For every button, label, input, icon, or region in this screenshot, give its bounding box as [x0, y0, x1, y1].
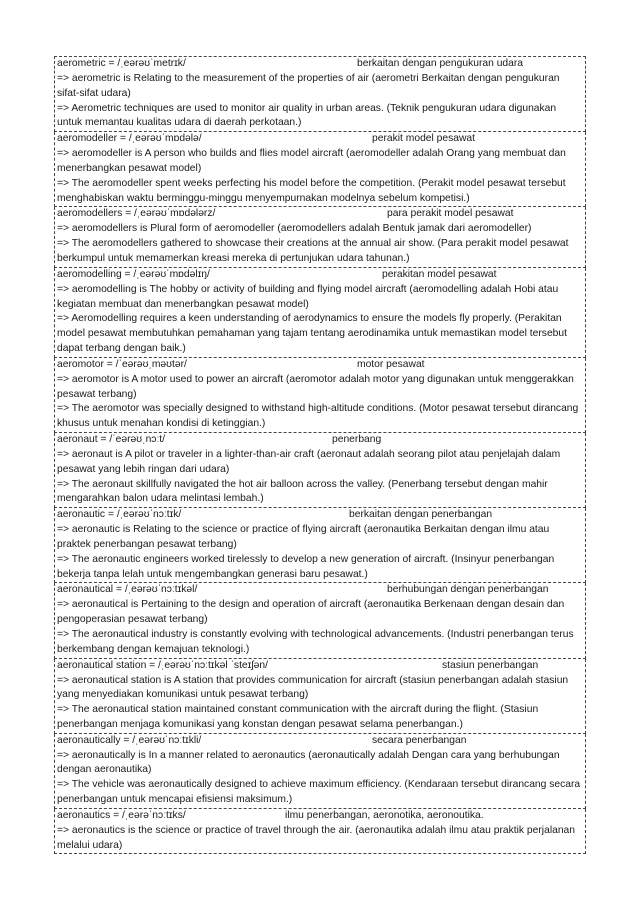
entry-translation: ilmu penerbangan, aeronotika, aeronoutika.: [285, 809, 484, 821]
entry-definition: => aeromotor is A motor used to power an aircraft (aeromotor adalah motor yang digunakan untuk menggerakkan pesawat terbang): [57, 373, 574, 400]
glossary-entry: [54, 268, 586, 358]
entry-example: => The aeronautic engineers worked tirelessly to develop a new generation of aircraft. (Insinyur penerbangan bekerja tanpa lelah untuk mengembangkan generasi baru pesawat.): [57, 553, 555, 580]
entry-term: aeronautics = /ˌeərəˈnɔːtɪks/: [57, 809, 186, 821]
entry-translation: perakit model pesawat: [372, 133, 476, 145]
entry-translation: penerbang: [332, 433, 382, 445]
entry-translation: berkaitan dengan pengukuran udara: [357, 58, 524, 69]
glossary-entry: [54, 358, 586, 433]
entry-definition: => aeromodelling is The hobby or activity of building and flying model aircraft (aeromodelling adalah Hobi atau kegiatan membuat dan menerbangkan pesawat model): [57, 283, 559, 310]
glossary-entry: [54, 809, 586, 855]
entry-header: [57, 358, 583, 373]
entry-term: aeronaut = /ˈeərəʊˌnɔːt/: [57, 433, 166, 445]
entry-example: => The aeronautical station maintained constant communication with the aircraft during the flight. (Stasiun penerbangan menjaga komunikasi yang konstan dengan pesawat selama penerbangan.): [57, 704, 539, 730]
entry-term: aeromodelling = /ˌeərəʊˈmɒdəlɪŋ/: [57, 268, 210, 280]
glossary-entry: [54, 583, 586, 658]
glossary-entry: [54, 207, 586, 267]
entry-header: [57, 132, 583, 147]
entry-translation: para perakit model pesawat: [387, 208, 514, 220]
glossary-entry: [54, 734, 586, 809]
entry-header: [57, 268, 583, 283]
entry-example: => Aeromodelling requires a keen understanding of aerodynamics to ensure the models fly properly. (Perakitan model pesawat membutuhkan pemahaman yang tajam tentang aerodinamika untuk memastikan model tersebut dapat terbang dengan baik.): [57, 313, 567, 354]
glossary-entry: [54, 508, 586, 583]
entry-header: [57, 583, 583, 598]
entry-header: [57, 433, 583, 448]
glossary-document: [54, 56, 586, 854]
entry-term: aeronautical = /ˌeərəʊˈnɔːtɪkəl/: [57, 584, 198, 596]
entry-term: aeronautically = /ˌeərəʊˈnɔːtɪkli/: [57, 734, 202, 746]
entry-header: [57, 809, 583, 824]
entry-term: aeromotor = /ˈeərəʊˌməʊtər/: [57, 358, 187, 370]
entry-example: => The vehicle was aeronautically designed to achieve maximum efficiency. (Kendaraan tersebut dirancang secara penerbangan untuk mencapai efisiensi maksimum.): [57, 779, 581, 806]
entry-definition: => aeromodeller is A person who builds and flies model aircraft (aeromodeller adalah Orang yang membuat dan menerbangkan pesawat model): [57, 148, 566, 174]
entry-example: => Aerometric techniques are used to monitor air quality in urban areas. (Teknik pengukuran udara digunakan untuk memantau kualitas udara di daerah perkotaan.): [57, 102, 557, 129]
entry-translation: stasiun penerbangan: [442, 659, 539, 671]
entry-definition: => aeronautics is the science or practice of travel through the air. (aeronautika adalah ilmu atau praktik perjalanan melalui udara): [57, 824, 576, 851]
entry-example: => The aeronautical industry is constantly evolving with technological advancements. (Industri penerbangan terus berkembang dengan kemajuan teknologi.): [57, 628, 574, 655]
entry-term: aeronautic = /ˌeərəʊˈnɔːtɪk/: [57, 509, 182, 521]
entry-translation: berhubungan dengan penerbangan: [387, 584, 549, 596]
entry-translation: berkaitan dengan penerbangan: [349, 509, 493, 521]
entry-term: aerometric = /ˌeərəʊˈmetrɪk/: [57, 58, 186, 69]
entry-example: => The aeromotor was specially designed to withstand high-altitude conditions. (Motor pesawat tersebut dirancang khusus untuk menahan kondisi di ketinggian.): [57, 403, 579, 430]
entry-example: => The aeromodellers gathered to showcase their creations at the annual air show. (Para perakit model pesawat berkumpul untuk memamerkan kreasi mereka di pertunjukan udara tahunan.): [57, 238, 569, 264]
entry-header: [57, 659, 583, 674]
glossary-entry: [54, 433, 586, 508]
entry-definition: => aeronaut is A pilot or traveler in a lighter-than-air craft (aeronaut adalah seorang pilot atau penjelajah dalam pesawat yang lebih ringan dari udara): [57, 448, 561, 475]
entry-term: aeromodellers = /ˌeərəʊˈmɒdələrz/: [57, 208, 216, 220]
entry-translation: motor pesawat: [357, 358, 425, 370]
glossary-entry: [54, 659, 586, 734]
entry-definition: => aeromodellers is Plural form of aeromodeller (aeromodellers adalah Bentuk jamak dari aeromodeller): [57, 223, 532, 235]
entry-header: [57, 57, 583, 72]
entry-example: => The aeronaut skillfully navigated the hot air balloon across the valley. (Penerbang tersebut dengan mahir mengarahkan balon udara melintasi lembah.): [57, 478, 548, 505]
entry-definition: => aeronautical station is A station that provides communication for aircraft (stasiun penerbangan adalah stasiun yang menyediakan komunikasi untuk pesawat terbang): [57, 674, 569, 701]
entry-definition: => aeronautically is In a manner related to aeronautics (aeronautically adalah Dengan cara yang berhubungan dengan aeronautika): [57, 749, 560, 776]
entry-header: [57, 207, 583, 222]
entry-header: [57, 508, 583, 523]
entry-header: [57, 734, 583, 749]
entry-definition: => aeronautic is Relating to the science or practice of flying aircraft (aeronautika Berkaitan dengan ilmu atau praktek penerbangan pesawat terbang): [57, 524, 550, 550]
entry-definition: => aeronautical is Pertaining to the design and operation of aircraft (aeronautika Berkenaan dengan desain dan pengoperasian pesawat terbang): [57, 599, 565, 626]
entry-translation: perakitan model pesawat: [382, 268, 497, 280]
entry-example: => The aeromodeller spent weeks perfecting his model before the competition. (Perakit model pesawat tersebut menghabiskan waktu berminggu-minggu menyempurnakan modelnya sebelum kompetisi.): [57, 177, 566, 204]
glossary-entry: [54, 132, 586, 207]
entry-term: aeronautical station = /ˌeərəʊˈnɔːtɪkəl ˈsteɪʃən/: [57, 659, 268, 671]
glossary-entry: [54, 56, 586, 132]
entry-translation: secara penerbangan: [372, 734, 467, 746]
entry-term: aeromodeller = /ˌeərəʊˈmɒdələ/: [57, 133, 202, 145]
entry-definition: => aerometric is Relating to the measurement of the properties of air (aerometri Berkaitan dengan pengukuran sifat-sifat udara): [57, 73, 560, 99]
